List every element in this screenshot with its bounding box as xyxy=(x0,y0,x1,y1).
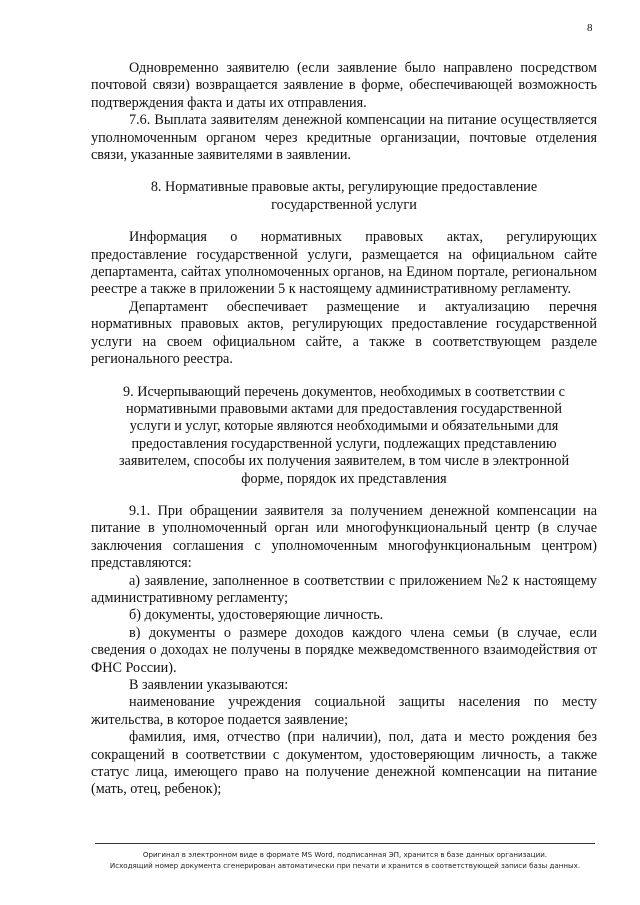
section-heading: государственной услуги xyxy=(271,196,417,213)
footer-line: Исходящий номер документа сгенерирован автоматически при печати и хранится в соответствующей записи базы данных. xyxy=(109,861,581,870)
footer-line: Оригинал в электронном виде в формате MS Word, подписанная ЭП, хранится в базе данных организации. xyxy=(142,850,548,859)
page-number: 8 xyxy=(587,22,593,34)
paragraph: Департамент обеспечивает размещение и актуализацию перечня нормативных правовых актов, регулирующих предоставление государственной услуги на своем официальном сайте, а также в соответствующем разделе регионального реестра. xyxy=(91,298,597,368)
section-heading: услуги и услуг, которые являются необходимыми и обязательными для xyxy=(129,418,559,435)
section-heading: предоставления государственной услуги, подлежащих представлению xyxy=(131,435,557,452)
document-body xyxy=(91,60,597,799)
list-item: в) документы о размере доходов каждого члена семьи (в случае, если сведения о доходах не получены в порядке межведомственного взаимодействия от ФНС России). xyxy=(91,624,597,676)
section-heading: форме, порядок их представления xyxy=(241,470,447,487)
list-item: б) документы, удостоверяющие личность. xyxy=(129,607,384,624)
paragraph: Одновременно заявителю (если заявление было направлено посредством почтовой связи) возвращается заявление в форме, обеспечивающей возможность подтверждения факта и даты их отправления. xyxy=(91,60,597,111)
list-item: фамилия, имя, отчество (при наличии), пол, дата и место рождения без сокращений в соответствии с документом, удостоверяющим личность, а также статус лица, имеющего право на получение денежной компенсации на питание (мать, отец, ребенок); xyxy=(91,729,597,798)
list-item: наименование учреждения социальной защиты населения по месту жительства, в которое подается заявление; xyxy=(91,694,597,728)
page-footer xyxy=(95,843,595,871)
section-heading: 8. Нормативные правовые акты, регулирующие предоставление xyxy=(150,179,538,196)
section-heading: нормативными правовыми актами для предоставления государственной xyxy=(126,400,562,417)
paragraph: В заявлении указываются: xyxy=(129,677,289,693)
list-item: а) заявление, заполненное в соответствии с приложением №2 к настоящему административному регламенту; xyxy=(91,572,597,606)
section-heading: 9. Исчерпывающий перечень документов, необходимых в соответствии с xyxy=(123,383,565,400)
paragraph: 7.6. Выплата заявителям денежной компенсации на питание осуществляется уполномоченным органом через кредитные организации, почтовые отделения связи, указанные заявителями в заявлении. xyxy=(91,112,597,164)
section-heading: заявителем, способы их получения заявителем, в том числе в электронной xyxy=(118,453,570,470)
paragraph: Информация о нормативных правовых актах, регулирующих предоставление государственной услуги, размещается на официальном сайте департамента, сайтах уполномоченных органов, на Едином портале, региональном реестре а также в приложении 5 к настоящему административному регламенту. xyxy=(91,229,597,298)
paragraph: 9.1. При обращении заявителя за получением денежной компенсации на питание в уполномоченный орган или многофункциональный центр (в случае заключения соглашения с уполномоченным многофункциональным центром) представляются: xyxy=(91,502,597,572)
